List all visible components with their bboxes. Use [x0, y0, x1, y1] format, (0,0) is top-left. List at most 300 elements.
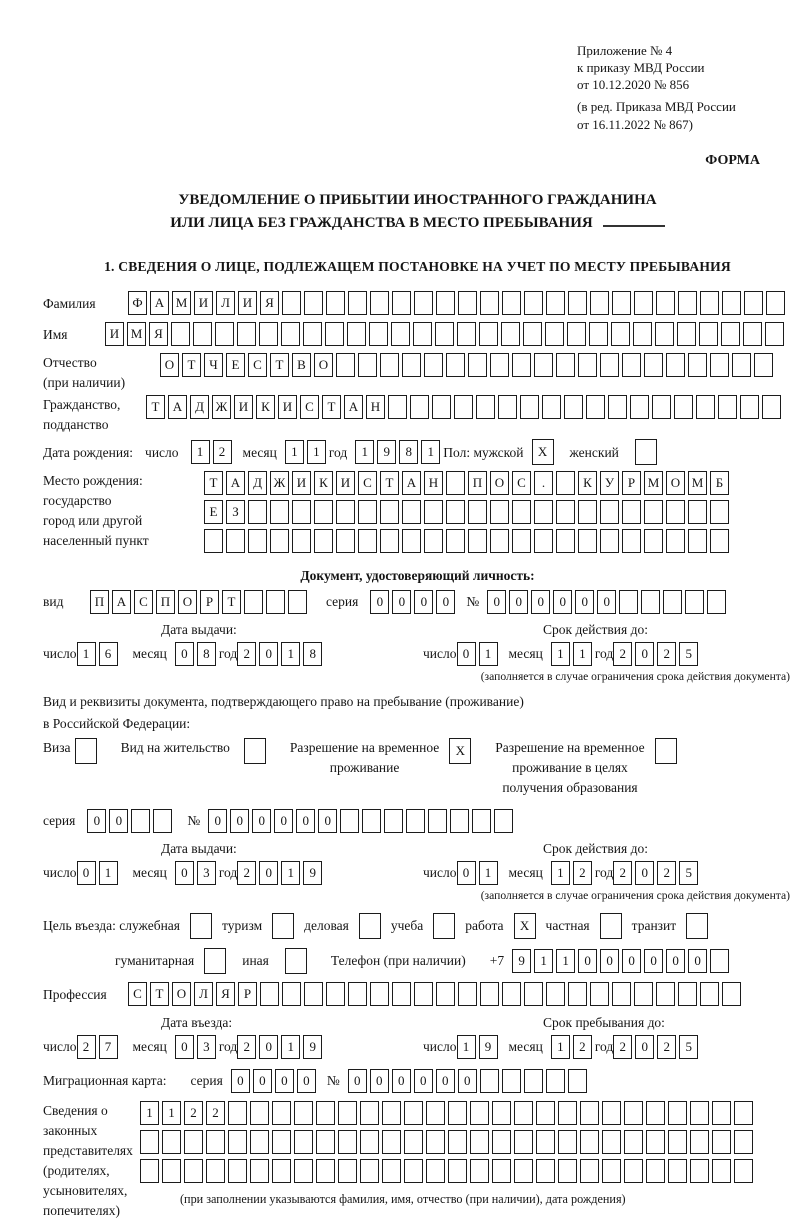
char-cell[interactable] [498, 395, 517, 419]
char-cell[interactable] [228, 1159, 247, 1183]
char-cell[interactable]: 9 [512, 949, 531, 973]
char-cell[interactable] [512, 529, 531, 553]
char-cell[interactable] [524, 291, 543, 315]
char-cell[interactable] [369, 322, 388, 346]
entry-day-cells[interactable] [77, 1035, 121, 1059]
char-cell[interactable]: 0 [252, 809, 271, 833]
char-cell[interactable] [360, 1101, 379, 1125]
char-cell[interactable] [634, 291, 653, 315]
char-cell[interactable]: У [600, 471, 619, 495]
char-cell[interactable] [644, 353, 663, 377]
char-cell[interactable] [314, 500, 333, 524]
char-cell[interactable]: Я [149, 322, 168, 346]
char-cell[interactable] [448, 1159, 467, 1183]
char-cell[interactable]: 1 [307, 440, 326, 464]
char-cell[interactable] [348, 982, 367, 1006]
char-cell[interactable]: А [168, 395, 187, 419]
char-cell[interactable] [270, 500, 289, 524]
char-cell[interactable] [490, 500, 509, 524]
char-cell[interactable] [722, 982, 741, 1006]
char-cell[interactable]: 0 [275, 1069, 294, 1093]
char-cell[interactable] [590, 291, 609, 315]
char-cell[interactable] [228, 1101, 247, 1125]
char-cell[interactable] [710, 529, 729, 553]
char-cell[interactable]: 5 [679, 861, 698, 885]
char-cell[interactable] [370, 982, 389, 1006]
char-cell[interactable] [470, 1101, 489, 1125]
char-cell[interactable]: 2 [237, 1035, 256, 1059]
char-cell[interactable] [678, 982, 697, 1006]
doc-kind-cells[interactable] [90, 590, 310, 614]
char-cell[interactable]: 5 [679, 642, 698, 666]
char-cell[interactable] [602, 1159, 621, 1183]
char-cell[interactable] [414, 982, 433, 1006]
char-cell[interactable] [696, 395, 715, 419]
char-cell[interactable] [432, 395, 451, 419]
char-cell[interactable] [580, 1159, 599, 1183]
char-cell[interactable] [578, 529, 597, 553]
birth-day-cells[interactable] [191, 440, 235, 464]
char-cell[interactable]: П [468, 471, 487, 495]
checkbox-cell[interactable] [635, 439, 657, 465]
char-cell[interactable] [536, 1130, 555, 1154]
char-cell[interactable]: Ж [212, 395, 231, 419]
char-cell[interactable]: 0 [77, 861, 96, 885]
char-cell[interactable]: С [134, 590, 153, 614]
char-cell[interactable]: 0 [348, 1069, 367, 1093]
char-cell[interactable] [228, 1130, 247, 1154]
char-cell[interactable]: 5 [679, 1035, 698, 1059]
char-cell[interactable]: 1 [421, 440, 440, 464]
char-cell[interactable] [384, 809, 403, 833]
char-cell[interactable] [380, 500, 399, 524]
char-cell[interactable] [248, 500, 267, 524]
birth-year-cells[interactable] [355, 440, 443, 464]
char-cell[interactable] [690, 1130, 709, 1154]
char-cell[interactable]: П [156, 590, 175, 614]
char-cell[interactable] [624, 1159, 643, 1183]
char-cell[interactable] [448, 1130, 467, 1154]
char-cell[interactable]: 0 [487, 590, 506, 614]
char-cell[interactable] [646, 1101, 665, 1125]
char-cell[interactable] [542, 395, 561, 419]
char-cell[interactable] [652, 395, 671, 419]
char-cell[interactable] [458, 291, 477, 315]
char-cell[interactable] [472, 809, 491, 833]
id-valid-month-cells[interactable] [551, 642, 595, 666]
char-cell[interactable] [281, 322, 300, 346]
char-cell[interactable] [490, 529, 509, 553]
char-cell[interactable] [215, 322, 234, 346]
char-cell[interactable] [446, 353, 465, 377]
char-cell[interactable] [492, 1130, 511, 1154]
char-cell[interactable]: 0 [370, 1069, 389, 1093]
char-cell[interactable]: Т [322, 395, 341, 419]
char-cell[interactable] [476, 395, 495, 419]
stay-day-cells[interactable] [457, 1035, 501, 1059]
char-cell[interactable] [558, 1130, 577, 1154]
char-cell[interactable] [304, 291, 323, 315]
given-name-cells[interactable] [105, 322, 787, 346]
char-cell[interactable] [304, 982, 323, 1006]
char-cell[interactable] [641, 590, 660, 614]
char-cell[interactable]: 2 [613, 861, 632, 885]
char-cell[interactable] [414, 291, 433, 315]
id-issue-year-cells[interactable] [237, 642, 325, 666]
char-cell[interactable] [316, 1130, 335, 1154]
char-cell[interactable] [316, 1101, 335, 1125]
checkbox-cell[interactable] [272, 913, 294, 939]
char-cell[interactable] [590, 982, 609, 1006]
char-cell[interactable] [512, 353, 531, 377]
char-cell[interactable] [347, 322, 366, 346]
char-cell[interactable] [457, 322, 476, 346]
char-cell[interactable] [402, 500, 421, 524]
char-cell[interactable] [740, 395, 759, 419]
char-cell[interactable]: Б [710, 471, 729, 495]
char-cell[interactable] [272, 1130, 291, 1154]
char-cell[interactable] [270, 529, 289, 553]
char-cell[interactable] [171, 322, 190, 346]
char-cell[interactable]: И [194, 291, 213, 315]
char-cell[interactable]: И [234, 395, 253, 419]
char-cell[interactable] [712, 1159, 731, 1183]
char-cell[interactable] [391, 322, 410, 346]
sex-male-checkbox[interactable] [532, 439, 554, 465]
char-cell[interactable] [292, 529, 311, 553]
char-cell[interactable] [435, 322, 454, 346]
char-cell[interactable] [646, 1130, 665, 1154]
char-cell[interactable]: 1 [551, 642, 570, 666]
char-cell[interactable] [470, 1159, 489, 1183]
char-cell[interactable] [534, 500, 553, 524]
stay-year-cells[interactable] [613, 1035, 701, 1059]
char-cell[interactable]: 9 [303, 1035, 322, 1059]
res-issue-month-cells[interactable] [175, 861, 219, 885]
char-cell[interactable] [690, 1101, 709, 1125]
char-cell[interactable] [140, 1159, 159, 1183]
char-cell[interactable] [458, 982, 477, 1006]
char-cell[interactable]: 1 [573, 642, 592, 666]
char-cell[interactable]: 0 [370, 590, 389, 614]
char-cell[interactable] [743, 322, 762, 346]
char-cell[interactable] [586, 395, 605, 419]
char-cell[interactable] [710, 353, 729, 377]
char-cell[interactable] [600, 353, 619, 377]
char-cell[interactable] [162, 1159, 181, 1183]
char-cell[interactable] [424, 529, 443, 553]
char-cell[interactable]: 0 [259, 861, 278, 885]
checkbox-cell[interactable] [655, 738, 677, 764]
char-cell[interactable]: З [226, 500, 245, 524]
char-cell[interactable] [685, 590, 704, 614]
char-cell[interactable] [663, 590, 682, 614]
char-cell[interactable]: Е [204, 500, 223, 524]
char-cell[interactable]: 0 [458, 1069, 477, 1093]
surname-cells[interactable] [128, 291, 788, 315]
res-issue-year-cells[interactable] [237, 861, 325, 885]
char-cell[interactable] [688, 500, 707, 524]
char-cell[interactable]: 2 [237, 642, 256, 666]
char-cell[interactable] [402, 529, 421, 553]
char-cell[interactable]: 0 [688, 949, 707, 973]
char-cell[interactable]: 0 [259, 1035, 278, 1059]
char-cell[interactable] [656, 982, 675, 1006]
char-cell[interactable]: М [127, 322, 146, 346]
char-cell[interactable]: М [172, 291, 191, 315]
char-cell[interactable]: 0 [259, 642, 278, 666]
purpose-tranzit-checkbox[interactable] [686, 913, 708, 939]
char-cell[interactable] [336, 529, 355, 553]
checkbox-cell[interactable]: X [449, 738, 471, 764]
char-cell[interactable] [492, 1159, 511, 1183]
phone-cells[interactable] [512, 949, 732, 973]
representatives-cells-3[interactable] [140, 1159, 756, 1183]
char-cell[interactable] [382, 1159, 401, 1183]
char-cell[interactable]: 1 [99, 861, 118, 885]
char-cell[interactable] [754, 353, 773, 377]
temp-permit-checkbox[interactable] [449, 738, 471, 764]
char-cell[interactable]: 2 [237, 861, 256, 885]
char-cell[interactable] [380, 529, 399, 553]
char-cell[interactable] [556, 353, 575, 377]
char-cell[interactable] [666, 529, 685, 553]
char-cell[interactable]: 0 [392, 1069, 411, 1093]
char-cell[interactable] [677, 322, 696, 346]
char-cell[interactable]: 0 [296, 809, 315, 833]
char-cell[interactable] [131, 809, 150, 833]
char-cell[interactable]: 0 [600, 949, 619, 973]
char-cell[interactable]: Ч [204, 353, 223, 377]
char-cell[interactable]: О [160, 353, 179, 377]
char-cell[interactable] [468, 353, 487, 377]
char-cell[interactable] [624, 1130, 643, 1154]
char-cell[interactable] [480, 982, 499, 1006]
char-cell[interactable] [250, 1101, 269, 1125]
char-cell[interactable] [380, 353, 399, 377]
char-cell[interactable] [678, 291, 697, 315]
char-cell[interactable] [546, 291, 565, 315]
char-cell[interactable]: 2 [657, 642, 676, 666]
char-cell[interactable]: Т [146, 395, 165, 419]
char-cell[interactable] [611, 322, 630, 346]
char-cell[interactable] [558, 1159, 577, 1183]
char-cell[interactable]: Л [216, 291, 235, 315]
char-cell[interactable] [710, 949, 729, 973]
char-cell[interactable] [556, 471, 575, 495]
char-cell[interactable]: 0 [87, 809, 106, 833]
res-number-cells[interactable] [208, 809, 516, 833]
checkbox-cell[interactable] [686, 913, 708, 939]
char-cell[interactable]: А [226, 471, 245, 495]
char-cell[interactable] [718, 395, 737, 419]
char-cell[interactable]: 0 [436, 1069, 455, 1093]
char-cell[interactable]: 9 [303, 861, 322, 885]
char-cell[interactable] [404, 1101, 423, 1125]
char-cell[interactable] [248, 529, 267, 553]
char-cell[interactable] [534, 529, 553, 553]
char-cell[interactable]: 0 [635, 861, 654, 885]
char-cell[interactable] [410, 395, 429, 419]
char-cell[interactable]: 0 [436, 590, 455, 614]
char-cell[interactable]: 0 [253, 1069, 272, 1093]
char-cell[interactable] [734, 1130, 753, 1154]
char-cell[interactable] [204, 529, 223, 553]
char-cell[interactable] [556, 529, 575, 553]
residence-permit-checkbox[interactable] [244, 738, 266, 764]
char-cell[interactable]: А [402, 471, 421, 495]
char-cell[interactable]: 2 [206, 1101, 225, 1125]
char-cell[interactable] [514, 1159, 533, 1183]
char-cell[interactable]: 0 [175, 642, 194, 666]
char-cell[interactable] [523, 322, 542, 346]
char-cell[interactable]: 1 [556, 949, 575, 973]
char-cell[interactable]: 0 [531, 590, 550, 614]
char-cell[interactable] [622, 500, 641, 524]
char-cell[interactable] [392, 982, 411, 1006]
patronymic-cells[interactable] [160, 353, 776, 377]
checkbox-cell[interactable] [433, 913, 455, 939]
char-cell[interactable]: 2 [613, 642, 632, 666]
char-cell[interactable]: 0 [553, 590, 572, 614]
checkbox-cell[interactable] [204, 948, 226, 974]
char-cell[interactable]: С [300, 395, 319, 419]
char-cell[interactable]: Т [182, 353, 201, 377]
char-cell[interactable]: 9 [377, 440, 396, 464]
char-cell[interactable]: И [105, 322, 124, 346]
char-cell[interactable]: 3 [197, 861, 216, 885]
char-cell[interactable] [294, 1130, 313, 1154]
char-cell[interactable] [468, 529, 487, 553]
char-cell[interactable]: П [90, 590, 109, 614]
char-cell[interactable]: Д [190, 395, 209, 419]
char-cell[interactable]: 0 [414, 1069, 433, 1093]
char-cell[interactable]: 0 [231, 1069, 250, 1093]
entry-year-cells[interactable] [237, 1035, 325, 1059]
char-cell[interactable] [712, 1101, 731, 1125]
char-cell[interactable]: А [150, 291, 169, 315]
char-cell[interactable]: 0 [457, 642, 476, 666]
char-cell[interactable] [250, 1159, 269, 1183]
char-cell[interactable] [370, 291, 389, 315]
mig-number-cells[interactable] [348, 1069, 590, 1093]
char-cell[interactable]: Р [622, 471, 641, 495]
char-cell[interactable] [470, 1130, 489, 1154]
char-cell[interactable] [358, 529, 377, 553]
char-cell[interactable] [424, 500, 443, 524]
char-cell[interactable] [558, 1101, 577, 1125]
char-cell[interactable] [524, 1069, 543, 1093]
checkbox-cell[interactable] [600, 913, 622, 939]
char-cell[interactable] [272, 1159, 291, 1183]
char-cell[interactable] [436, 291, 455, 315]
char-cell[interactable] [250, 1130, 269, 1154]
char-cell[interactable] [282, 982, 301, 1006]
char-cell[interactable]: Л [194, 982, 213, 1006]
char-cell[interactable]: О [490, 471, 509, 495]
char-cell[interactable] [294, 1159, 313, 1183]
char-cell[interactable] [272, 1101, 291, 1125]
char-cell[interactable] [633, 322, 652, 346]
char-cell[interactable] [578, 500, 597, 524]
char-cell[interactable]: 0 [175, 1035, 194, 1059]
birth-place-cells-3[interactable] [204, 529, 732, 553]
char-cell[interactable] [282, 291, 301, 315]
char-cell[interactable] [358, 500, 377, 524]
char-cell[interactable] [589, 322, 608, 346]
purpose-delovaya-checkbox[interactable] [359, 913, 381, 939]
char-cell[interactable]: Я [216, 982, 235, 1006]
char-cell[interactable] [556, 500, 575, 524]
char-cell[interactable]: Т [150, 982, 169, 1006]
char-cell[interactable] [501, 322, 520, 346]
char-cell[interactable] [446, 529, 465, 553]
char-cell[interactable]: К [256, 395, 275, 419]
char-cell[interactable] [193, 322, 212, 346]
char-cell[interactable] [292, 500, 311, 524]
char-cell[interactable]: 8 [399, 440, 418, 464]
purpose-rabota-checkbox[interactable] [514, 913, 536, 939]
char-cell[interactable] [448, 1101, 467, 1125]
char-cell[interactable]: О [172, 982, 191, 1006]
char-cell[interactable]: Я [260, 291, 279, 315]
char-cell[interactable]: К [578, 471, 597, 495]
char-cell[interactable] [184, 1159, 203, 1183]
char-cell[interactable] [259, 322, 278, 346]
char-cell[interactable] [260, 982, 279, 1006]
char-cell[interactable]: С [512, 471, 531, 495]
char-cell[interactable] [325, 322, 344, 346]
char-cell[interactable]: 1 [551, 1035, 570, 1059]
char-cell[interactable]: 2 [613, 1035, 632, 1059]
char-cell[interactable] [244, 590, 263, 614]
char-cell[interactable]: 1 [281, 861, 300, 885]
char-cell[interactable] [655, 322, 674, 346]
char-cell[interactable]: А [344, 395, 363, 419]
char-cell[interactable] [646, 1159, 665, 1183]
char-cell[interactable]: С [128, 982, 147, 1006]
char-cell[interactable]: 8 [303, 642, 322, 666]
char-cell[interactable] [362, 809, 381, 833]
char-cell[interactable] [608, 395, 627, 419]
char-cell[interactable] [602, 1101, 621, 1125]
doc-number-cells[interactable] [487, 590, 729, 614]
char-cell[interactable]: В [292, 353, 311, 377]
char-cell[interactable]: 1 [140, 1101, 159, 1125]
char-cell[interactable] [568, 291, 587, 315]
char-cell[interactable] [534, 353, 553, 377]
char-cell[interactable]: 1 [355, 440, 374, 464]
char-cell[interactable]: 1 [281, 1035, 300, 1059]
representatives-cells-1[interactable] [140, 1101, 756, 1125]
char-cell[interactable] [480, 1069, 499, 1093]
char-cell[interactable] [580, 1101, 599, 1125]
char-cell[interactable]: 0 [509, 590, 528, 614]
char-cell[interactable]: 0 [635, 1035, 654, 1059]
char-cell[interactable]: 1 [285, 440, 304, 464]
char-cell[interactable]: 9 [479, 1035, 498, 1059]
char-cell[interactable] [710, 500, 729, 524]
char-cell[interactable] [612, 982, 631, 1006]
char-cell[interactable] [413, 322, 432, 346]
char-cell[interactable] [424, 353, 443, 377]
char-cell[interactable]: 7 [99, 1035, 118, 1059]
char-cell[interactable] [707, 590, 726, 614]
char-cell[interactable] [226, 529, 245, 553]
char-cell[interactable]: С [358, 471, 377, 495]
char-cell[interactable] [762, 395, 781, 419]
char-cell[interactable]: Т [380, 471, 399, 495]
